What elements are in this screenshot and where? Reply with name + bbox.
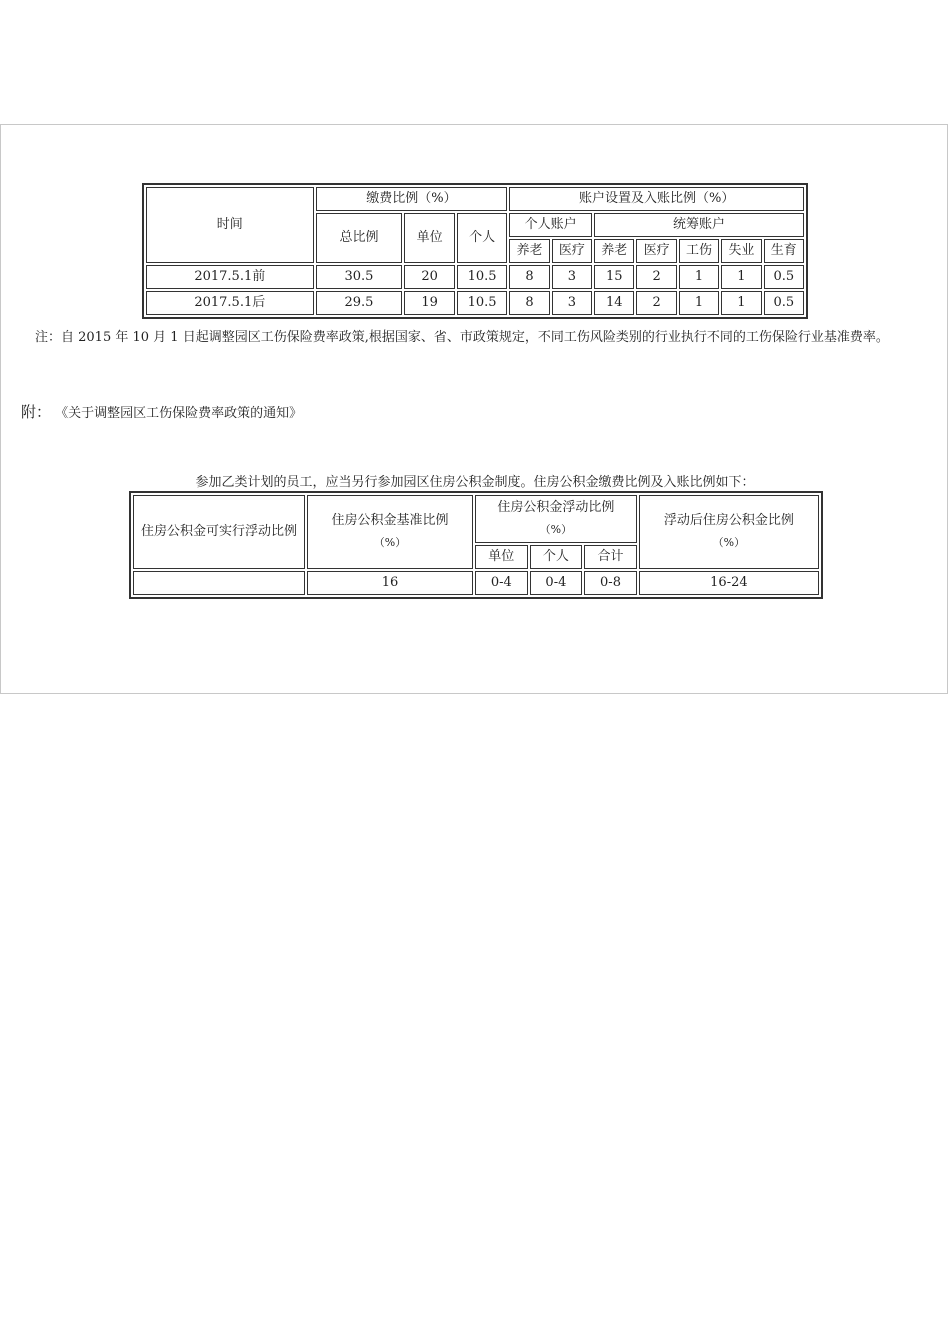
row-pooled-pension: 15: [594, 265, 634, 289]
header-floating-ratio: 住房公积金可实行浮动比例: [133, 495, 305, 569]
header-account-ratio: 账户设置及入账比例（%）: [509, 187, 804, 211]
row-sum: 0-8: [584, 571, 637, 595]
header-float-ratio-unit: （%）: [539, 523, 573, 536]
row-pooled-pension: 14: [594, 291, 634, 315]
social-insurance-table: [142, 183, 808, 319]
header-after-ratio-unit: （%）: [712, 536, 746, 549]
header-float-ratio: [475, 495, 637, 543]
row-after: 16-24: [639, 571, 819, 595]
header-personal: 个人: [530, 545, 583, 569]
row-personal-medical: 3: [552, 265, 592, 289]
header-injury: 工伤: [679, 239, 719, 263]
housing-fund-intro: 参加乙类计划的员工，应当另行参加园区住房公积金制度。住房公积金缴费比例及入账比例如下：: [195, 475, 755, 490]
attachment-label: 附：: [21, 403, 52, 421]
row-total: 29.5: [316, 291, 403, 315]
row-maternity: 0.5: [764, 265, 804, 289]
header-base-ratio-unit: （%）: [373, 536, 407, 549]
row-personal-pension: 8: [509, 265, 549, 289]
row-personal: 10.5: [457, 291, 507, 315]
content-panel: [0, 124, 948, 694]
header-personal-medical: 医疗: [552, 239, 592, 263]
row-total: 30.5: [316, 265, 403, 289]
row-unit: 0-4: [475, 571, 528, 595]
row-pooled-medical: 2: [636, 265, 676, 289]
header-unit: 单位: [475, 545, 528, 569]
housing-fund-table: [129, 491, 823, 599]
row-unit: 20: [404, 265, 454, 289]
header-time: 时间: [146, 187, 314, 263]
header-float-ratio-label: 住房公积金浮动比例: [497, 500, 615, 515]
row-personal: 10.5: [457, 265, 507, 289]
header-unit: 单位: [404, 213, 454, 263]
attachment-notice-link[interactable]: 《关于调整园区工伤保险费率政策的通知》: [55, 406, 303, 421]
table-row: [146, 265, 804, 289]
row-injury: 1: [679, 291, 719, 315]
header-payment-ratio: 缴费比例（%）: [316, 187, 508, 211]
row-unit: 19: [404, 291, 454, 315]
header-sum: 合计: [584, 545, 637, 569]
header-after-ratio: [639, 495, 819, 569]
row-pooled-medical: 2: [636, 291, 676, 315]
header-pooled-account: 统筹账户: [594, 213, 804, 237]
header-pooled-pension: 养老: [594, 239, 634, 263]
header-personal-account: 个人账户: [509, 213, 592, 237]
row-time: 2017.5.1前: [146, 265, 314, 289]
header-maternity: 生育: [764, 239, 804, 263]
row-empty: [133, 571, 305, 595]
attachment-line: [21, 401, 302, 422]
row-personal: 0-4: [530, 571, 583, 595]
row-base: 16: [307, 571, 473, 595]
row-injury: 1: [679, 265, 719, 289]
header-personal-pension: 养老: [509, 239, 549, 263]
header-unemployment: 失业: [721, 239, 761, 263]
header-after-ratio-label: 浮动后住房公积金比例: [663, 513, 794, 528]
row-maternity: 0.5: [764, 291, 804, 315]
header-total: 总比例: [316, 213, 403, 263]
header-personal: 个人: [457, 213, 507, 263]
row-personal-pension: 8: [509, 291, 549, 315]
row-time: 2017.5.1后: [146, 291, 314, 315]
policy-note: 注：自 2015 年 10 月 1 日起调整园区工伤保险费率政策,根据国家、省、市政策规定，不同工伤风险类别的行业执行不同的工伤保险行业基准费率。: [35, 330, 889, 345]
header-base-ratio: [307, 495, 473, 569]
header-pooled-medical: 医疗: [636, 239, 676, 263]
table-row: [146, 291, 804, 315]
row-unemployment: 1: [721, 291, 761, 315]
row-personal-medical: 3: [552, 291, 592, 315]
table-row: [133, 571, 819, 595]
row-unemployment: 1: [721, 265, 761, 289]
header-base-ratio-label: 住房公积金基准比例: [331, 513, 449, 528]
